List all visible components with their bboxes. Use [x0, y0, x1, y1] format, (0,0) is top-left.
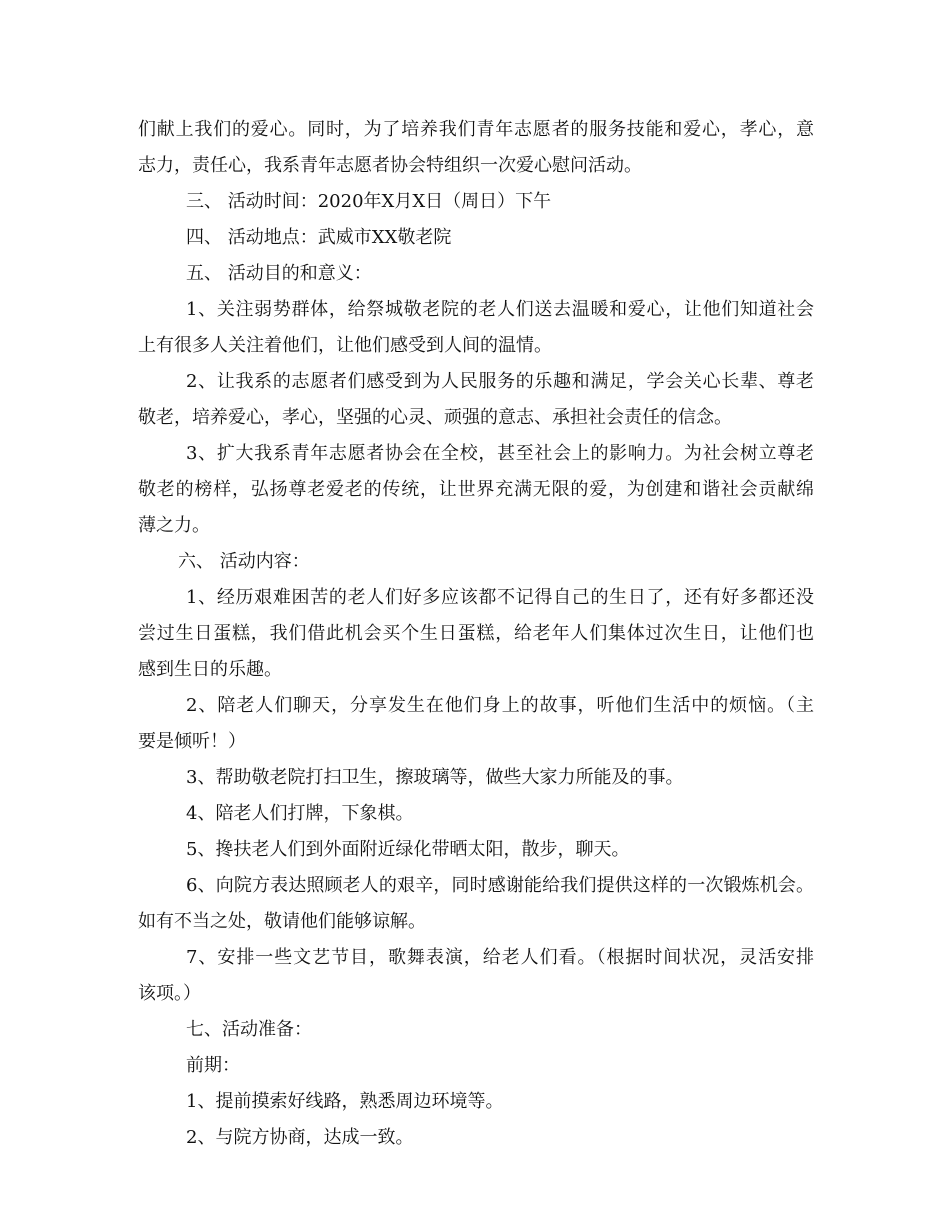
- list-item-line: 5、搀扶老人们到外面附近绿化带晒太阳，散步，聊天。: [186, 839, 630, 860]
- section-heading-preparation: 七、活动准备：: [186, 1019, 312, 1040]
- section-heading-content: 六、 活动内容：: [178, 551, 310, 572]
- list-item-line: 1、经历艰难困苦的老人们好多应该都不记得自己的生日了，还有好多都还没: [186, 587, 814, 608]
- list-item-line: 1、提前摸索好线路，熟悉周边环境等。: [186, 1091, 504, 1112]
- section-heading-purpose: 五、 活动目的和意义：: [186, 263, 372, 284]
- paragraph-line: 们献上我们的爱心。同时，为了培养我们青年志愿者的服务技能和爱心，孝心，意: [138, 119, 814, 140]
- list-item-line: 1、关注弱势群体，给祭城敬老院的老人们送去温暖和爱心，让他们知道社会: [186, 299, 814, 320]
- list-item-line: 3、帮助敬老院打扫卫生，擦玻璃等，做些大家力所能及的事。: [186, 767, 684, 788]
- list-item-line: 如有不当之处，敬请他们能够谅解。: [138, 911, 426, 932]
- list-item-line: 2、陪老人们聊天，分享发生在他们身上的故事，听他们生活中的烦恼。（主: [186, 695, 814, 716]
- list-item-line: 尝过生日蛋糕，我们借此机会买个生日蛋糕，给老年人们集体过次生日，让他们也: [138, 623, 814, 644]
- section-heading-location: 四、 活动地点：武威市XX敬老院: [186, 227, 452, 248]
- list-item-line: 2、让我系的志愿者们感受到为人民服务的乐趣和满足，学会关心长辈、尊老: [186, 371, 814, 392]
- list-item-line: 该项。）: [138, 983, 201, 1004]
- document-body: [138, 112, 814, 1156]
- list-item-line: 4、陪老人们打牌，下象棋。: [186, 803, 414, 824]
- list-item-line: 3、扩大我系青年志愿者协会在全校，甚至社会上的影响力。为社会树立尊老: [186, 443, 814, 464]
- list-item-line: 2、与院方协商，达成一致。: [186, 1127, 414, 1148]
- section-heading-time: 三、 活动时间：2020年X月X日（周日）下午: [186, 191, 552, 212]
- list-item-line: 感到生日的乐趣。: [138, 659, 282, 680]
- list-item-line: 7、安排一些文艺节目，歌舞表演，给老人们看。（根据时间状况，灵活安排: [186, 947, 814, 968]
- list-item-line: 敬老的榜样，弘扬尊老爱老的传统，让世界充满无限的爱，为创建和谐社会贡献绵: [138, 479, 814, 500]
- list-item-line: 上有很多人关注着他们，让他们感受到人间的温情。: [138, 335, 552, 356]
- list-item-line: 要是倾听！）: [138, 731, 246, 752]
- list-item-line: 敬老，培养爱心，孝心，坚强的心灵、顽强的意志、承担社会责任的信念。: [138, 407, 732, 428]
- subheading-early-stage: 前期：: [186, 1055, 240, 1076]
- paragraph-line: 志力，责任心，我系青年志愿者协会特组织一次爱心慰问活动。: [138, 155, 642, 176]
- list-item-line: 6、向院方表达照顾老人的艰辛，同时感谢能给我们提供这样的一次锻炼机会。: [186, 875, 814, 896]
- list-item-line: 薄之力。: [138, 515, 210, 536]
